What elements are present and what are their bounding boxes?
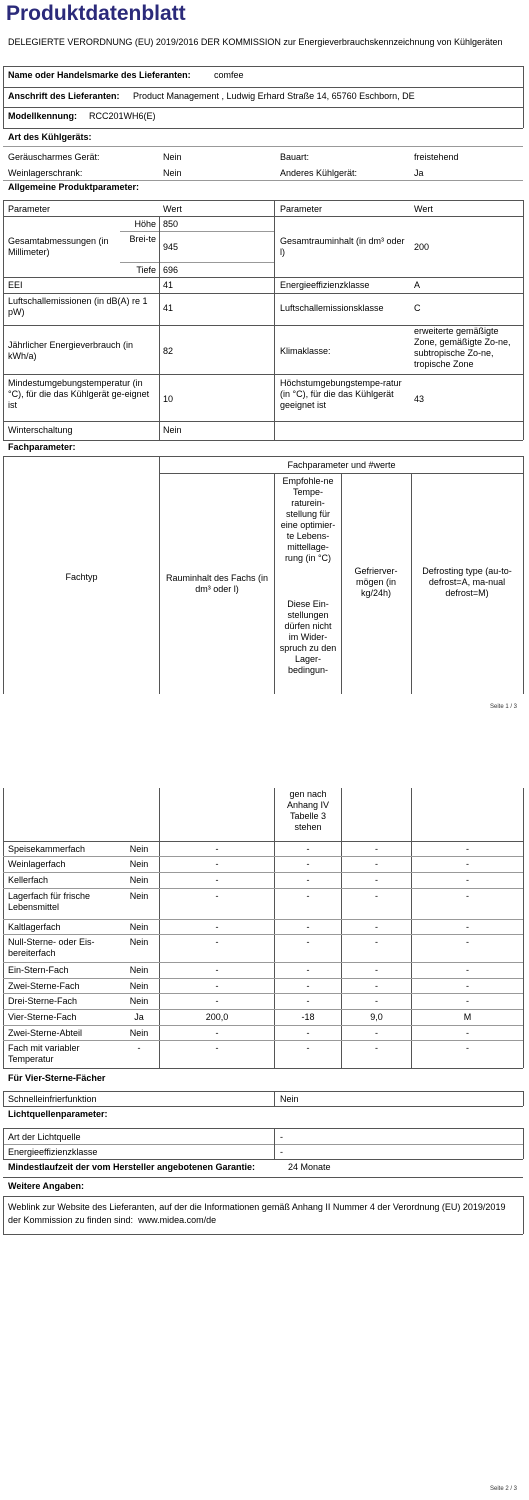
energy-class-value: A (414, 280, 421, 290)
width-label: Brei-te (129, 234, 156, 244)
compartment-present: - (137, 1043, 141, 1053)
winter-switch-label: Winterschaltung (8, 425, 73, 435)
col-freezing-capacity: Gefrierver-mögen (in kg/24h) (354, 566, 398, 598)
table-row-divider (3, 1009, 523, 1010)
eei-value: 41 (163, 280, 174, 290)
compartment-present: Nein (129, 875, 149, 885)
compartment-present: Ja (134, 1012, 144, 1022)
min-temp-label: Mindestumgebungstemperatur (in °C), für die das Kühlgerät ge-eignet ist (8, 378, 150, 410)
table-row-divider (3, 872, 523, 873)
compartment-volume: - (215, 922, 219, 932)
supplier-website-link[interactable]: www.midea.com/de (138, 1215, 217, 1225)
noise-label: Luftschallemissionen (in dB(A) re 1 pW) (8, 296, 148, 317)
compartment-defrost: - (466, 937, 469, 947)
winter-switch-value: Nein (163, 425, 182, 435)
compartment-present: Nein (129, 1028, 149, 1038)
depth-label: Tiefe (136, 265, 156, 275)
design-value: freistehend (414, 152, 459, 162)
table-row-divider (3, 993, 523, 994)
compartment-volume: - (215, 965, 219, 975)
wine-cabinet-label: Weinlagerschrank: (8, 168, 83, 178)
col-recommended-temp-cont: gen nach Anhang IV Tabelle 3 stehen (286, 789, 330, 832)
col-param-left: Parameter (8, 204, 51, 214)
compartment-name: Weinlagerfach (8, 859, 66, 869)
light-type-label: Art der Lichtquelle (8, 1132, 81, 1142)
compartment-temp: - (306, 844, 310, 854)
other-appliance-label: Anderes Kühlgerät: (280, 168, 358, 178)
compartment-name: Zwei-Sterne-Fach (8, 981, 80, 991)
page-number-1: Seite 1 / 3 (490, 704, 518, 710)
compartment-name: Zwei-Sterne-Abteil (8, 1028, 83, 1038)
model-value: RCC201WH6(E) (89, 111, 156, 121)
noise-class-label: Luftschallemissionsklasse (280, 303, 384, 313)
col-defrost-type: Defrosting type (au-to-defrost=A, ma-nual defrost=M) (422, 566, 512, 598)
supplier-address-label: Anschrift des Lieferanten: (8, 91, 120, 101)
supplier-address-value: Product Management , Ludwig Erhard Straße 14, 65760 Eschborn, DE (133, 91, 415, 101)
energy-consumption-label: Jährlicher Energieverbrauch (in kWh/a) (8, 340, 134, 361)
table-row-divider (3, 934, 523, 935)
compartment-name: Drei-Sterne-Fach (8, 996, 78, 1006)
compartment-present: Nein (129, 844, 149, 854)
compartment-freeze: - (375, 937, 378, 947)
compartment-volume: - (215, 937, 219, 947)
compartment-name: Kellerfach (8, 875, 49, 885)
regulation-intro: DELEGIERTE VERORDNUNG (EU) 2019/2016 DER KOMMISSION zur Energieverbrauchskennzeichnung von Kühlgeräten (8, 37, 503, 47)
compartment-freeze: - (375, 844, 378, 854)
compartment-defrost: - (466, 844, 469, 854)
compartment-present: Nein (129, 996, 149, 1006)
page-number-2: Seite 2 / 3 (490, 1486, 518, 1492)
col-compartment-type: Fachtyp (65, 572, 98, 582)
other-appliance-value: Ja (414, 168, 424, 178)
total-volume-value: 200 (414, 242, 430, 252)
compartment-freeze: - (375, 981, 378, 991)
compartment-present: Nein (129, 859, 149, 869)
noise-class-value: C (414, 303, 421, 313)
compartment-name: Vier-Sterne-Fach (8, 1012, 77, 1022)
further-info-heading: Weitere Angaben: (8, 1181, 85, 1191)
four-star-heading: Für Vier-Sterne-Fächer (8, 1073, 106, 1083)
compartment-volume: - (215, 1043, 219, 1053)
col-value-right: Wert (414, 204, 433, 214)
fach-params-heading: Fachparameter: (8, 442, 76, 452)
compartment-defrost: - (466, 1043, 469, 1053)
warranty-value: 24 Monate (288, 1162, 331, 1172)
noise-value: 41 (163, 303, 174, 313)
design-label: Bauart: (280, 152, 310, 162)
type-section-heading: Art des Kühlgeräts: (8, 132, 92, 142)
compartment-volume: 200,0 (205, 1012, 229, 1022)
compartment-freeze: - (375, 922, 378, 932)
compartment-temp: - (306, 1028, 310, 1038)
depth-value: 696 (163, 265, 179, 275)
supplier-name-value: comfee (214, 70, 244, 80)
eei-label: EEI (8, 280, 23, 290)
compartment-freeze: - (375, 1028, 378, 1038)
compartment-volume: - (215, 844, 219, 854)
compartment-temp: - (306, 965, 310, 975)
quick-freeze-label: Schnelleinfrierfunktion (8, 1094, 97, 1104)
light-heading: Lichtquellenparameter: (8, 1109, 108, 1119)
width-value: 945 (163, 242, 179, 252)
compartment-present: Nein (129, 981, 149, 991)
compartment-volume: - (215, 996, 219, 1006)
compartment-defrost: - (466, 875, 469, 885)
total-volume-label: Gesamtrauminhalt (in dm³ oder l) (280, 236, 405, 257)
energy-consumption-value: 82 (163, 346, 174, 356)
col-recommended-temp: Empfohle-ne Tempe-raturein-stellung für eine optimier-te Lebens-mittellage-rung (in °C) (280, 476, 336, 563)
compartment-name: Ein-Stern-Fach (8, 965, 69, 975)
compartment-freeze: - (375, 859, 378, 869)
max-temp-value: 43 (414, 394, 425, 404)
compartment-temp: - (306, 859, 310, 869)
compartment-temp: - (306, 875, 310, 885)
compartment-defrost: - (466, 891, 469, 901)
compartment-freeze: - (375, 875, 378, 885)
col-compartment-volume: Rauminhalt des Fachs (in dm³ oder l) (165, 573, 269, 594)
table-row-divider (3, 888, 523, 889)
table-row-divider (3, 1025, 523, 1026)
compartment-volume: - (215, 891, 219, 901)
col-param-right: Parameter (280, 204, 323, 214)
compartment-volume: - (215, 859, 219, 869)
further-info-text (8, 1201, 518, 1227)
energy-class-label: Energieeffizienzklasse (280, 280, 370, 290)
quick-freeze-value: Nein (280, 1094, 299, 1104)
compartment-temp: -18 (301, 1012, 315, 1022)
compartment-defrost: - (466, 859, 469, 869)
compartment-name: Null-Sterne- oder Eis-bereiterfach (8, 937, 95, 958)
light-class-value: - (280, 1147, 283, 1157)
compartment-freeze: - (375, 1043, 378, 1053)
wine-cabinet-value: Nein (163, 168, 182, 178)
min-temp-value: 10 (163, 394, 174, 404)
compartment-temp: - (306, 922, 310, 932)
compartment-freeze: - (375, 965, 378, 975)
col-recommended-temp-note: Diese Ein-stellungen dürfen nicht im Wider-spruch zu den Lager-bedingun- (279, 599, 337, 675)
col-value-left: Wert (163, 204, 182, 214)
further-info-body: Weblink zur Website des Lieferanten, auf der die Informationen gemäß Anhang II Nummer 4 der Verordnung (EU) 2019/2019 der Kommission zu finden sind: (8, 1202, 506, 1225)
compartment-volume: - (215, 1028, 219, 1038)
compartment-name: Speisekammerfach (8, 844, 86, 854)
table-row-divider (3, 919, 523, 920)
table-row-divider (3, 856, 523, 857)
table-row-divider (3, 1040, 523, 1041)
compartment-defrost: - (466, 981, 469, 991)
compartment-freeze: 9,0 (370, 1012, 383, 1022)
model-label: Modellkennung: (8, 111, 77, 121)
compartment-freeze: - (375, 891, 378, 901)
table-row-divider (3, 962, 523, 963)
compartment-defrost: M (463, 1012, 472, 1022)
compartment-defrost: - (466, 965, 469, 975)
compartment-temp: - (306, 1043, 310, 1053)
compartment-defrost: - (466, 1028, 469, 1038)
fach-group-header: Fachparameter und #werte (287, 460, 396, 470)
warranty-label: Mindestlaufzeit der vom Hersteller angebotenen Garantie: (8, 1162, 256, 1172)
compartment-present: Nein (129, 891, 149, 901)
compartment-name: Lagerfach für frische Lebensmittel (8, 891, 91, 912)
light-class-label: Energieeffizienzklasse (8, 1147, 98, 1157)
document-title: Produktdatenblatt (6, 2, 186, 25)
table-row-divider (3, 978, 523, 979)
compartment-present: Nein (129, 922, 149, 932)
max-temp-label: Höchstumgebungstempe-ratur (in °C), für die das Kühlgerät geeignet ist (280, 378, 402, 410)
compartment-temp: - (306, 937, 310, 947)
low-noise-label: Geräuscharmes Gerät: (8, 152, 100, 162)
compartment-freeze: - (375, 996, 378, 1006)
compartment-name: Fach mit variabler Temperatur (8, 1043, 80, 1064)
compartment-temp: - (306, 891, 310, 901)
compartment-present: Nein (129, 937, 149, 947)
climate-class-value: erweiterte gemäßigte Zone, gemäßigte Zo-ne, subtropische Zo-ne, tropische Zone (414, 326, 511, 369)
compartment-defrost: - (466, 996, 469, 1006)
general-params-heading: Allgemeine Produktparameter: (8, 182, 140, 192)
height-value: 850 (163, 219, 179, 229)
height-label: Höhe (134, 219, 156, 229)
climate-class-label: Klimaklasse: (280, 346, 331, 356)
compartment-present: Nein (129, 965, 149, 975)
low-noise-value: Nein (163, 152, 182, 162)
compartment-volume: - (215, 875, 219, 885)
compartment-defrost: - (466, 922, 469, 932)
supplier-name-label: Name oder Handelsmarke des Lieferanten: (8, 70, 191, 80)
compartment-volume: - (215, 981, 219, 991)
dimensions-label: Gesamtabmessungen (in Millimeter) (8, 236, 109, 257)
compartment-temp: - (306, 981, 310, 991)
compartment-temp: - (306, 996, 310, 1006)
light-type-value: - (280, 1132, 283, 1142)
compartment-name: Kaltlagerfach (8, 922, 61, 932)
